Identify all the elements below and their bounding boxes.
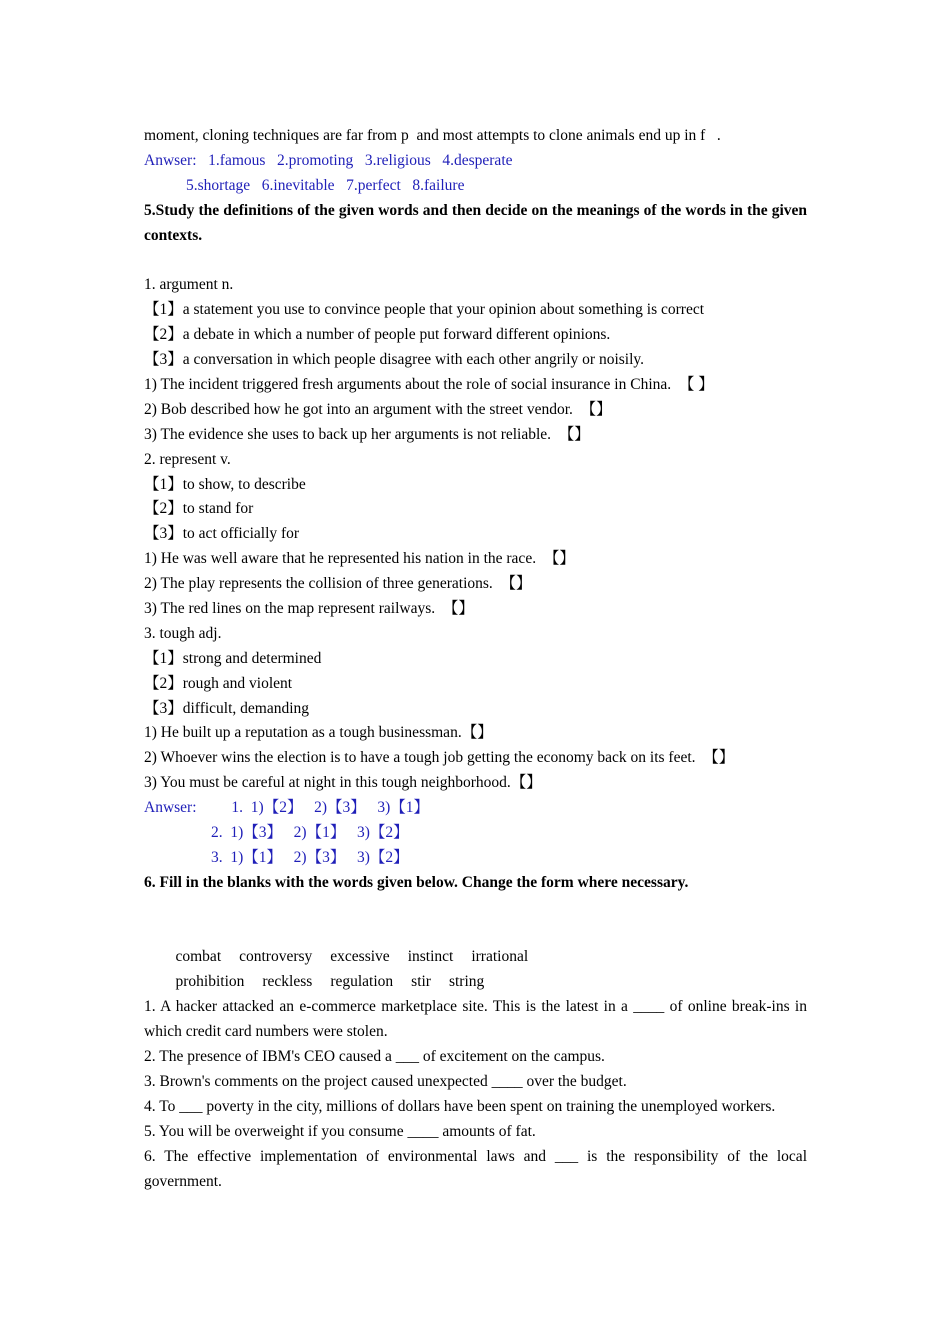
answer-row: 1. 1)【2】 2)【3】 3)【1】 xyxy=(231,799,430,817)
definition: 【1】to show, to describe xyxy=(144,475,306,493)
example-sentence: 3) The red lines on the map represent railways. 【】 xyxy=(144,599,474,617)
example-sentence: 1) He built up a reputation as a tough businessman.【】 xyxy=(144,724,493,742)
continuation-line: moment, cloning techniques are far from p and most attempts to clone animals end up in f . xyxy=(144,127,721,144)
example-sentence: 1) The incident triggered fresh arguments about the role of social insurance in China. 【 】 xyxy=(144,375,714,393)
definition: 【2】rough and violent xyxy=(144,674,293,692)
example-sentence: 3) The evidence she uses to back up her arguments is not reliable. 【】 xyxy=(144,425,590,443)
answer-values-1: 1.famous 2.promoting 3.religious 4.desperate xyxy=(208,151,513,169)
example-sentence: 2) Whoever wins the election is to have a tough job getting the economy back on its feet. 【】 xyxy=(144,749,735,767)
word-bank-item: irrational xyxy=(471,948,529,966)
word-bank-item: instinct xyxy=(407,948,454,966)
exercise-item: 2. The presence of IBM's CEO caused a ___ of excitement on the campus. xyxy=(144,1048,605,1066)
word-bank-item: combat xyxy=(175,948,222,966)
document-page xyxy=(144,124,807,1194)
word-bank-item: reckless xyxy=(262,973,313,991)
word-title: 1. argument n. xyxy=(144,276,234,294)
definition: 【3】a conversation in which people disagree with each other angrily or noisily. xyxy=(144,351,645,369)
word-bank-item: regulation xyxy=(330,973,394,991)
word-bank-item: string xyxy=(448,973,485,991)
word-bank-item: excessive xyxy=(330,948,390,966)
definition: 【3】to act officially for xyxy=(144,525,300,543)
word-bank-item: stir xyxy=(411,973,431,991)
exercise-item: 5. You will be overweight if you consume ____ amounts of fat. xyxy=(144,1122,536,1140)
exercise-item: 3. Brown's comments on the project caused unexpected ____ over the budget. xyxy=(144,1072,627,1090)
definition: 【1】strong and determined xyxy=(144,649,322,667)
exercise-item: 4. To ___ poverty in the city, millions of dollars have been spent on training the unemployed workers. xyxy=(144,1097,776,1115)
definition: 【2】to stand for xyxy=(144,500,254,518)
example-sentence: 3) You must be careful at night in this tough neighborhood.【】 xyxy=(144,774,542,792)
section5-answer-row-1 xyxy=(144,796,807,821)
example-sentence: 2) Bob described how he got into an argument with the street vendor. 【】 xyxy=(144,400,612,418)
word-title: 3. tough adj. xyxy=(144,624,222,642)
exercise-item: 6. The effective implementation of environmental laws and ___ is the responsibility of the local government. xyxy=(144,1147,807,1190)
answer-line-2: 5.shortage 6.inevitable 7.perfect 8.failure xyxy=(186,176,465,194)
example-sentence: 1) He was well aware that he represented his nation in the race. 【】 xyxy=(144,550,575,568)
spacer xyxy=(144,896,807,921)
definition: 【2】a debate in which a number of people put forward different opinions. xyxy=(144,326,611,344)
answer-label: Anwser: xyxy=(144,151,197,169)
example-sentence: 2) The play represents the collision of three generations. 【】 xyxy=(144,575,532,593)
word-bank-row-1 xyxy=(144,921,807,966)
definition: 【3】difficult, demanding xyxy=(144,699,310,717)
section5-answer-row-2: 2. 1)【3】 2)【1】 3)【2】 xyxy=(211,823,409,841)
spacer xyxy=(144,248,807,273)
word-bank-item: controversy xyxy=(239,948,313,966)
section5-heading: 5.Study the definitions of the given words and then decide on the meanings of the words in the given contexts. xyxy=(144,201,807,244)
section5-answer-row-3: 3. 1)【1】 2)【3】 3)【2】 xyxy=(211,848,409,866)
word-title: 2. represent v. xyxy=(144,450,231,468)
answer-line-1 xyxy=(144,149,807,174)
section6-heading: 6. Fill in the blanks with the words given below. Change the form where necessary. xyxy=(144,873,689,891)
answer-label: Anwser: xyxy=(144,799,197,817)
word-bank-item: prohibition xyxy=(175,973,245,991)
exercise-item: 1. A hacker attacked an e-commerce marketplace site. This is the latest in a ____ of online break-ins in which credit card numbers were stolen. xyxy=(144,998,807,1041)
definition: 【1】a statement you use to convince people that your opinion about something is correct xyxy=(144,301,705,319)
